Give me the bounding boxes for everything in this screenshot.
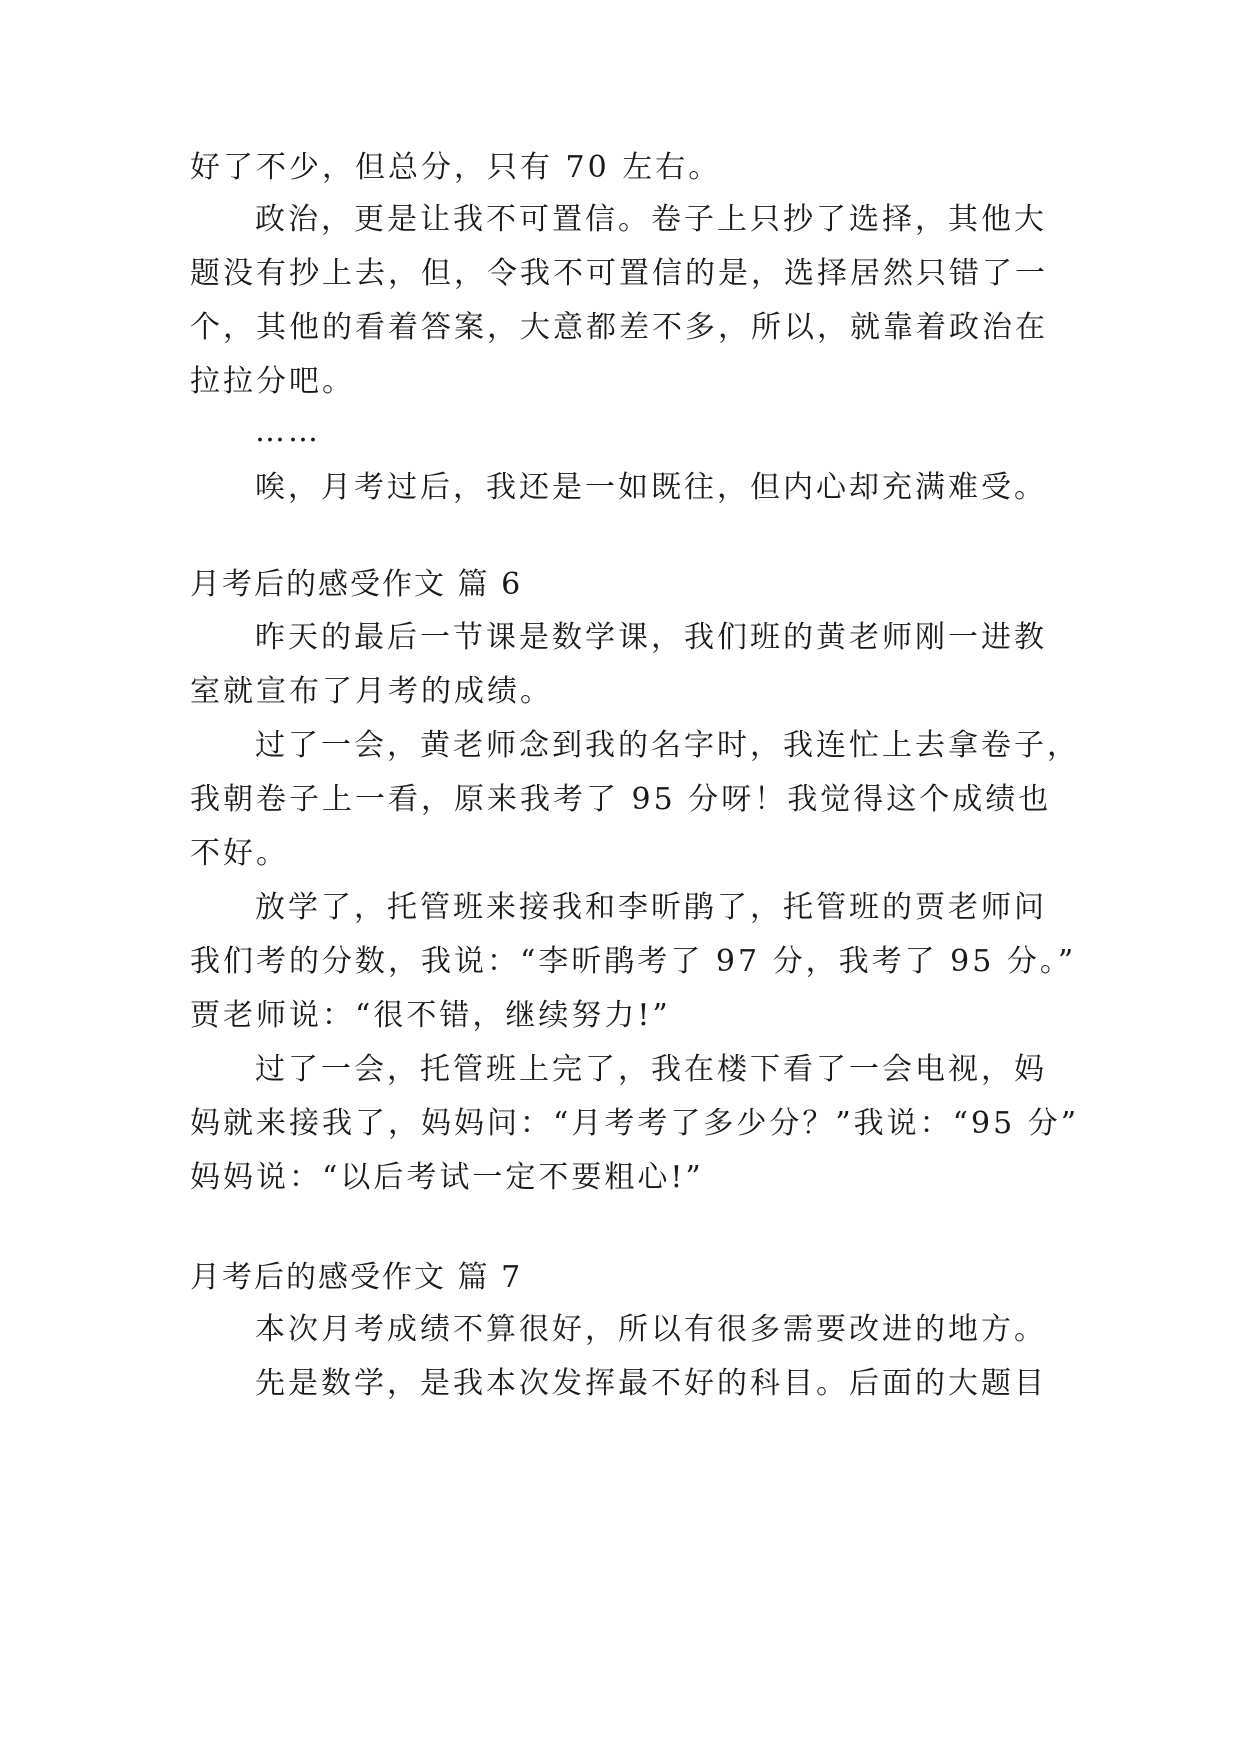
paragraph-line: …… <box>255 414 321 449</box>
paragraph-line: 政治，更是让我不可置信。卷子上只抄了选择，其他大 <box>255 202 1047 237</box>
paragraph-line: 妈就来接我了，妈妈问：“月考考了多少分？”我说：“95 分” <box>190 1106 1080 1141</box>
paragraph-line: 不好。 <box>190 836 289 871</box>
paragraph-line: 贾老师说：“很不错，继续努力!” <box>190 998 671 1033</box>
paragraph-line: 唉，月考过后，我还是一如既往，但内心却充满难受。 <box>255 470 1047 505</box>
paragraph-line: 过了一会，黄老师念到我的名字时，我连忙上去拿卷子， <box>255 728 1080 763</box>
paragraph-line: 个，其他的看着答案，大意都差不多，所以，就靠着政治在 <box>190 310 1048 345</box>
paragraph-line: 室就宣布了月考的成绩。 <box>190 674 553 709</box>
paragraph-line: 题没有抄上去，但，令我不可置信的是，选择居然只错了一 <box>190 256 1048 291</box>
paragraph-line: 妈妈说：“以后考试一定不要粗心!” <box>190 1160 704 1195</box>
paragraph-line: 拉拉分吧。 <box>190 364 355 399</box>
section-heading: 月考后的感受作文 篇 7 <box>190 1260 523 1295</box>
paragraph-line: 好了不少，但总分，只有 70 左右。 <box>190 150 722 185</box>
section-heading: 月考后的感受作文 篇 6 <box>190 567 523 602</box>
paragraph-line: 先是数学，是我本次发挥最不好的科目。后面的大题目 <box>255 1366 1047 1401</box>
paragraph-line: 我们考的分数，我说：“李昕鹃考了 97 分，我考了 95 分。” <box>190 944 1077 979</box>
paragraph-line: 放学了，托管班来接我和李昕鹃了，托管班的贾老师问 <box>255 890 1047 925</box>
paragraph-line: 过了一会，托管班上完了，我在楼下看了一会电视，妈 <box>255 1052 1047 1087</box>
paragraph-line: 本次月考成绩不算很好，所以有很多需要改进的地方。 <box>255 1312 1047 1347</box>
paragraph-line: 昨天的最后一节课是数学课，我们班的黄老师刚一进教 <box>255 620 1047 655</box>
paragraph-line: 我朝卷子上一看，原来我考了 95 分呀！我觉得这个成绩也 <box>190 782 1052 817</box>
